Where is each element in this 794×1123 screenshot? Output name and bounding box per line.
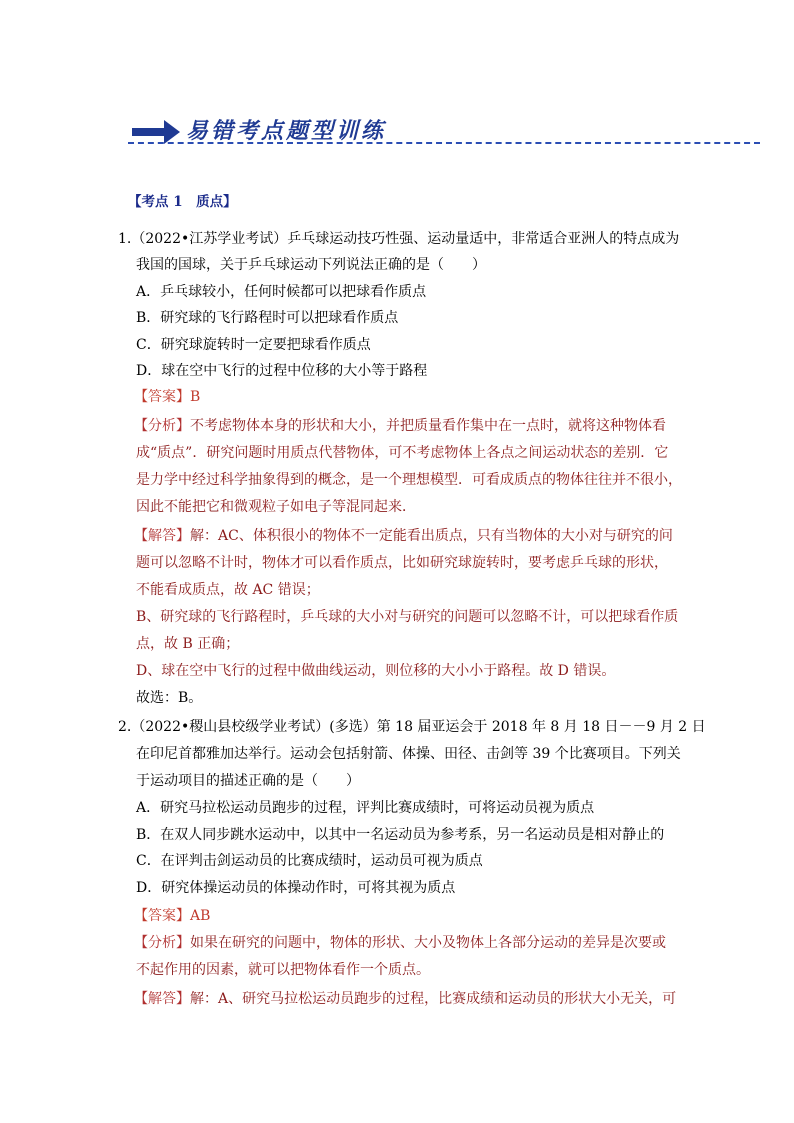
solution-text: 解：A、研究马拉松运动员跑步的过程，比赛成绩和运动员的形状大小无关，可 [190, 991, 677, 1007]
q2-analysis-line2: 不起作用的因素，就可以把物体看作一个质点。 [136, 962, 430, 978]
q1-solution-line3: 不能看成质点，故 AC 错误； [136, 582, 320, 598]
arrow-right-icon [132, 120, 180, 144]
analysis-text: 如果在研究的问题中，物体的形状、大小及物体上各部分运动的差异是次要或 [190, 935, 666, 951]
q1-analysis-line4: 因此不能把它和微观粒子如电子等混同起来． [136, 499, 416, 515]
q1-solution-line4: B、研究球的飞行路程时，乒乓球的大小对与研究的问题可以忽略不计，可以把球看作质 [136, 609, 679, 625]
q2-option-b: B．在双人同步跳水运动中，以其中一名运动员为参考系，另一名运动员是相对静止的 [136, 827, 665, 843]
section-banner [128, 112, 768, 152]
q2-analysis-line1 [134, 930, 666, 956]
q1-option-b: B．研究球的飞行路程时可以把球看作质点 [136, 310, 399, 326]
q1-solution-line1 [134, 523, 673, 549]
q2-option-c: C．在评判击剑运动员的比赛成绩时，运动员可视为质点 [136, 853, 483, 869]
answer-tag: 【答案】 [134, 908, 190, 924]
answer-value: B [190, 389, 201, 405]
section-header: 【考点 1 质点】 [128, 194, 237, 210]
q1-answer [134, 384, 200, 410]
solution-tag: 【解答】 [134, 991, 190, 1007]
q1-solution-line5: 点，故 B 正确； [136, 636, 240, 652]
q1-analysis-line3: 是力学中经过科学抽象得到的概念，是一个理想模型．可看成质点的物体往往并不很小， [136, 472, 682, 488]
q1-stem-line2: 我国的国球，关于乒乓球运动下列说法正确的是（ ） [136, 257, 486, 273]
q2-option-d: D．研究体操运动员的体操动作时，可将其视为质点 [136, 880, 456, 896]
q2-solution-line1 [134, 986, 676, 1012]
solution-tag: 【解答】 [134, 528, 190, 544]
q1-analysis-line2: 成“质点”．研究问题时用质点代替物体，可不考虑物体上各点之间运动状态的差别．它 [136, 445, 669, 461]
analysis-tag: 【分析】 [134, 418, 190, 434]
answer-tag: 【答案】 [134, 389, 190, 405]
q1-option-c: C．研究球旋转时一定要把球看作质点 [136, 337, 371, 353]
q1-option-a: A．乒乓球较小，任何时候都可以把球看作质点 [136, 284, 427, 300]
q1-solution-line2: 题可以忽略不计时，物体才可以看作质点，比如研究球旋转时，要考虑乒乓球的形状， [136, 555, 668, 571]
q2-option-a: A．研究马拉松运动员跑步的过程，评判比赛成绩时，可将运动员视为质点 [136, 800, 595, 816]
q2-answer [134, 903, 210, 929]
q1-option-d: D．球在空中飞行的过程中位移的大小等于路程 [136, 363, 428, 379]
banner-divider [128, 142, 760, 144]
analysis-text: 不考虑物体本身的形状和大小，并把质量看作集中在一点时，就将这种物体看 [190, 418, 666, 434]
q2-stem-line1: 2.（2022•稷山县校级学业考试）(多选）第 18 届亚运会于 2018 年 8 月 18 日－－9 月 2 日 [118, 719, 706, 735]
q2-stem-line2: 在印尼首都雅加达举行。运动会包括射箭、体操、田径、击剑等 39 个比赛项目。下列关 [136, 746, 681, 762]
analysis-tag: 【分析】 [134, 935, 190, 951]
q1-solution-line6: D、球在空中飞行的过程中做曲线运动，则位移的大小小于路程。故 D 错误。 [136, 663, 616, 679]
answer-value: AB [190, 908, 211, 924]
q1-stem-line1: 1.（2022•江苏学业考试）乒乓球运动技巧性强、运动量适中，非常适合亚洲人的特点成为 [118, 231, 680, 247]
q2-stem-line3: 于运动项目的描述正确的是（ ） [136, 773, 360, 789]
q1-choose: 故选：B。 [136, 690, 203, 706]
solution-text: 解：AC、体积很小的物体不一定能看出质点，只有当物体的大小对与研究的问 [190, 528, 673, 544]
q1-analysis-line1 [134, 413, 666, 439]
banner-title: 易错考点题型训练 [186, 119, 387, 144]
